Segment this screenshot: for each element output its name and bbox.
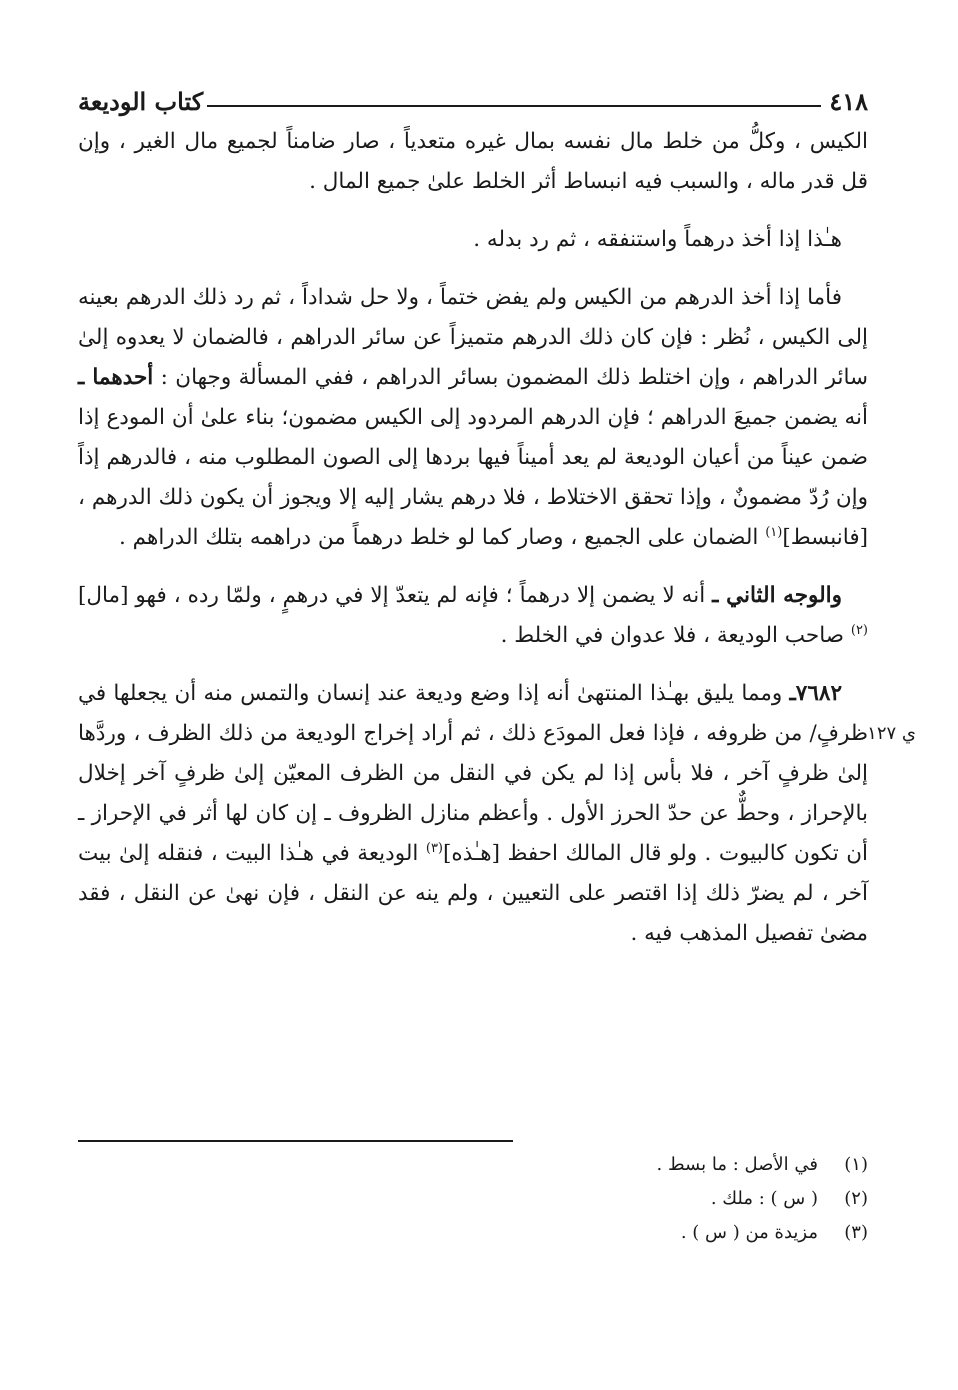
paragraph-3-part-a: فأما إذا أخذ الدرهم من الكيس ولم يفض ختماً ، ولا حل شداداً ، ثم رد ذلك الدرهم بعينه إلى الكيس ، نُظر : فإن كان ذلك الدرهم متميزاً عن سائر الدراهم ، فالضمان لا يعدوه إلىٰ سائر الدراهم ، وإن اختلط ذلك المضمون بسائر الدراهم ، ففي المسألة وجهان :: [78, 285, 869, 390]
footnote-1: [78, 1148, 868, 1182]
footnote-ref-2[interactable]: (٢): [850, 622, 868, 638]
paragraph-5-part-b: الوديعة في هـٰذا البيت ، فنقله إلىٰ بيت آخر ، لم يضرّ ذلك إذا اقتصر على التعيين ، ولم ينه عن النقل ، فإن نهىٰ عن النقل ، فقد مضىٰ تفصيل المذهب فيه .: [78, 841, 868, 946]
paragraph-4-part-a: أنه لا يضمن إلا درهماً ؛ فإنه لم يتعدّ إلا في درهمٍ ، ولمّا رده ، فهو [مال]: [78, 583, 713, 608]
running-title: كتاب الوديعة: [78, 87, 204, 116]
paragraph-5-part-a: ومما يليق بهـٰذا المنتهىٰ أنه إذا وضع وديعة عند إنسان والتمس منه أن يجعلها في ظرفٍ/ من ظروفه ، فإذا فعل المودَع ذلك ، ثم أراد إخراج الوديعة من ذلك الظرف ، وردَّها إلىٰ ظرفٍ آخر ، فلا بأس إذا لم يكن في النقل من الظرف المعيّن إلىٰ ظرفٍ آخر إخلال بالإحراز ، وحطٌّ عن حدّ الحرز الأول . وأعظم منازل الظروف ـ إن كان لها أثر في الإحراز ـ أن تكون كالبيوت . ولو قال المالك احفظ [هـٰذه]: [78, 681, 868, 866]
footnote-number: (٣): [844, 1222, 868, 1243]
footnote-2: [78, 1182, 868, 1216]
document-page: [78, 78, 916, 1243]
footnote-number: (٢): [844, 1188, 868, 1209]
paragraph-1: الكيس ، وكلُّ من خلط مال نفسه بمال غيره متعدياً ، صار ضامناً لجميع مال الغير ، وإن قل قدر ماله ، والسبب فيه انبساط أثر الخلط علىٰ جميع المال .: [78, 129, 868, 194]
page-number: ٤١٨: [829, 87, 868, 116]
footnote-text: مزيدة من ( س ) .: [680, 1222, 818, 1243]
paragraph-5: [78, 674, 916, 954]
footnote-ref-1[interactable]: (١): [765, 524, 783, 540]
footnote-3: [78, 1216, 868, 1250]
footnote-ref-3[interactable]: (٣): [425, 840, 443, 856]
paragraph-4: [78, 576, 868, 656]
footnote-rule: [78, 1140, 513, 1142]
issue-number: ٧٦٨٢ـ: [789, 681, 842, 706]
second-view-term: والوجه الثاني ـ: [712, 583, 842, 608]
footnote-text: ( س ) : ملك .: [710, 1188, 818, 1209]
paragraph-2: هـٰذا إذا أخذ درهماً واستنفقه ، ثم رد بدله .: [473, 227, 842, 252]
margin-folio-note: ي ١٢٧: [867, 723, 916, 744]
footnote-text: في الأصل : ما بسط .: [656, 1154, 818, 1175]
paragraph-4-part-b: صاحب الوديعة ، فلا عدوان في الخلط .: [500, 623, 851, 648]
footnote-number: (١): [844, 1154, 868, 1175]
paragraph-3-part-c: الضمان على الجميع ، وصار كما لو خلط درهماً من دراهمه بتلك الدراهم .: [119, 525, 766, 550]
footnotes-list: [78, 1148, 868, 1250]
paragraph-3: [78, 278, 868, 558]
header-rule: [207, 105, 821, 107]
body-text: [78, 122, 916, 954]
paragraph-3-part-b: أنه يضمن جميعَ الدراهم ؛ فإن الدرهم المردود إلى الكيس مضمون؛ بناء علىٰ أن المودع إذا ضمن عيناً من أعيان الوديعة لم يعد أميناً فيها بردها إلى الصون المطلوب منه ، فالدرهم إذاً وإن رُدّ مضمونٌ ، وإذا تحقق الاختلاط ، فلا درهم يشار إليه إلا ويجوز أن يكون ذلك الدرهم ، [فانبسط]: [78, 405, 868, 550]
first-view-term: أحدهما ـ: [78, 365, 154, 390]
page-header: [78, 78, 868, 116]
